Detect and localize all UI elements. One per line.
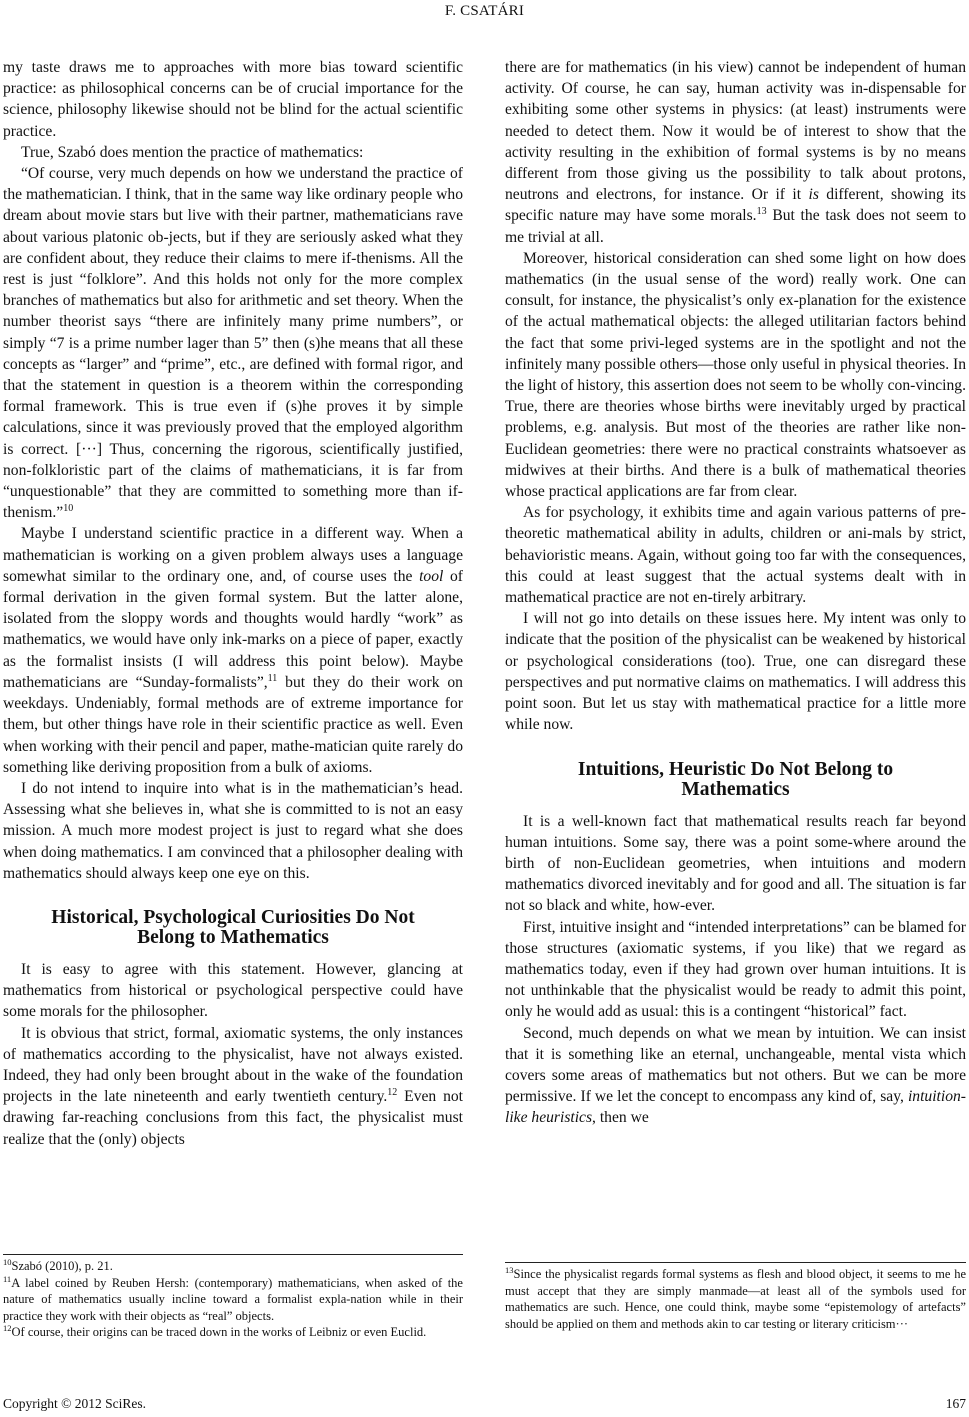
running-head: F. CSATÁRI [444,3,525,19]
paragraph-text: different, showing its specific nature may have some morals. [505,186,966,225]
paragraph-text: I will not go into details on these issues here. My intent was only to indicate that the position of the physicalist can be weakened by historical or psychological considerations (too). True, one can disregard these perspectives and put normative claims on mathematics. I will address this point soon. But let us stay with mathematical practice for a little more while now. [505,610,966,734]
footnote-ref[interactable]: 13 [756,206,767,218]
paragraph-text: It is a well-known fact that mathematical results reach far beyond human intuitions. Some say, there was a point some-where around the birth of non-Euclidean geometries, when intuitions and modern mathematics divorced inevitably and for good and all. The situation is far not so black and white, how-ever. [505,812,966,915]
paragraph [3,778,463,884]
left-column [3,57,463,1150]
section-heading [505,760,966,800]
footnote-text: Szabó (2010), p. 21. [11,1259,113,1273]
footnote-number: 10 [3,1257,12,1267]
footnote-text: Of course, their origins can be traced down in the works of Leibniz or even Euclid. [11,1325,427,1339]
paragraph [3,523,463,777]
heading-line: Mathematics [681,778,790,800]
footnote-number: 13 [505,1265,514,1275]
copyright-notice: Copyright © 2012 SciRes. [3,1396,147,1411]
paragraph-text: of formal derivation in the given formal system. But the latter alone, isolated from the sloppy words and thoughts would hardly “work” as mathematics, we would have only ink-marks on a piece of paper, exactly as the formalist insists (I will address this point below). Maybe mathematicians are “Sunday-formalists”, [3,567,463,691]
footnotes-left [3,1254,463,1341]
page-number: 167 [945,1396,966,1411]
footnote [3,1275,463,1325]
paragraph-text: Moreover, historical consideration can shed some light on how does mathematics (in the usual sense of the word) really work. One can consult, for instance, the physicalist’s only ex-planation for the existence of the actual mathematical objects: the alleged utilitarian factors behind the fact that some privi-leged systems are in the spotlight and not the infinitely many possible others—those only useful in physical theories. In the light of history, this assertion does not seem to be wholly con-vincing. True, there are theories whose births were inevitably urged by practical problems, e.g. analysis. But most of the theories are rather like non-Euclidean geometries: there were no practical constraints whatsoever as midwives at their births. And there is a bulk of mathematical theories whose practical applications are far from clear. [505,249,966,501]
heading-line: Belong to Mathematics [137,926,329,948]
emphasis-text: tool [419,567,444,585]
footnotes-right [505,1262,966,1332]
emphasis-text: is [808,186,819,204]
paragraph-text: It is obvious that strict, formal, axiomatic systems, the only instances of mathematics according to the physicalist, have not always existed. Indeed, they had only been brought about in the wake of the foundation projects in the late nineteenth and early twentieth century. [3,1024,463,1106]
footnote-text: Since the physicalist regards formal systems as flesh and blood object, it seems to me he must accept that they are simply manmade—at least all of the symbols used for mathematics are such. Hence, one could think, maybe some “epistemology of artefacts” should be applied on them and methods akin to car testing or literary criticism··· [505,1267,966,1331]
emphasis-text: intuition-like heuristics [505,1088,966,1127]
paragraph-text: , then we [592,1109,649,1127]
paragraph [505,811,966,917]
paragraph-text: my taste draws me to approaches with more bias toward scientific practice: as philosophical concerns can be of crucial importance for the science, philosophy likewise should not be blind for the actual scientific practice. [3,59,463,140]
footnote-ref[interactable]: 12 [387,1087,398,1099]
paragraph [3,57,463,142]
paragraph [505,1023,966,1129]
paragraph [505,608,966,735]
footnote-number: 12 [3,1323,12,1333]
footnote-divider [3,1254,463,1255]
paragraph-text: As for psychology, it exhibits time and again various patterns of pre-theoretic mathematical ability in adults, children or ani-mals by strict, behavioristic means. Again, without going too far with the consequences, this could at least suggest that the actual systems dealt with in mathematical practice are not en-tirely arbitrary. [505,504,966,607]
paragraph [505,248,966,502]
section-heading [3,908,463,948]
paragraph-text: I do not intend to inquire into what is in the mathematician’s head. Assessing what she believes in, what she is committed to is not an easy mission. A much more modest project is just to regard what she does when doing mathematics. I am convinced that a philosopher dealing with mathematics should always keep one eye on this. [3,779,463,882]
paragraph-text: True, Szabó does mention the practice of mathematics: [21,143,364,161]
paragraph [3,142,463,163]
paragraph-text: It is easy to agree with this statement. However, glancing at mathematics from historical or psychological perspective could have some morals for the philosopher. [3,960,463,1021]
footnote [3,1324,463,1341]
heading-line: Intuitions, Heuristic Do Not Belong to [577,758,894,780]
paragraph [505,502,966,608]
footnote-ref[interactable]: 10 [63,503,74,515]
paragraph-text: there are for mathematics (in his view) cannot be independent of human activity. Of course, he can say, human activity was in-dispensable for exhibiting some other systems in physics: (at least) instruments were needed to detect them. Now it would be of interest to show that the activity resulting in the exhibition of formal systems is by no means different from those giving us the possibility to talk about protons, neutrons and electrons, for instance. Or if it [505,59,966,204]
footnote-number: 11 [3,1273,12,1284]
heading-line: Historical, Psychological Curiosities Do Not [51,906,415,928]
paragraph-text: “Of course, very much depends on how we understand the practice of the mathematician. I think, that in the same way like ordinary people who dream about movie stars but live with their partner, mathematicians rave about various platonic ob-jects, but if they are seriously asked what they are confident about, they reduce their claims to mere if-thenisms. All the rest is just “folklore”. And this holds not only for the more complex branches of mathematics but also for arithmetic and set theory. When the number theorist says “there are infinitely many prime numbers”, or simply “7 is a prime number lager than 5” then (s)he means that all these concepts as “larger” and “prime”, etc., are defined with formal rigor, and that the statement in question is a theorem within the corresponding formal framework. This is true even if (s)he proves it by simple calculations, since it was previously proved that the employed algorithm is correct. [···] Thus, concerning the rigorous, scientifically justified, non-folkloristic part of the claims of mathematicians, it is far from “unquestionable” that they are committed to something more than if-thenism.” [3,165,463,522]
footnote-text: A label coined by Reuben Hersh: (contemporary) mathematicians, when asked of the nature of mathematics usually incline toward a formalist expla-nation while in their practice they work with their objects as “real” objects. [3,1275,463,1323]
footnote [505,1266,966,1332]
paragraph [3,959,463,1023]
footnote-divider [505,1262,966,1263]
paragraph [505,917,966,1023]
footnote [3,1258,463,1275]
paragraph-text: but they do their work on weekdays. Undeniably, formal methods are of extreme importance for them, but other things have role in their scientific practice as well. Even when working with their pencil and paper, mathe-matician quite rarely do something like deriving proposition from a bulk of axioms. [3,673,463,776]
paragraph [3,1023,463,1150]
paragraph-text: First, intuitive insight and “intended interpretations” can be blamed for those structures (axiomatic systems, if you like) that we regard as mathematics today, even if they had grown over human intuitions. It is not unthinkable that the physicalist would be ready to admit this point, only he would add as usual: this is a contingent “historical” fact. [505,918,966,1021]
paragraph-text: Second, much depends on what we mean by intuition. We can insist that it is something like an eternal, unchangeable, mental vista which covers some areas of mathematics but not others. But we can be more permissive. If we let the concept to encompass any kind of, say, [505,1024,966,1106]
paragraph-text: Even not drawing far-reaching conclusions from this fact, the physicalist must realize that the (only) objects [3,1088,463,1148]
footnote-ref[interactable]: 11 [267,672,278,684]
quote-paragraph [3,163,463,523]
right-column [505,57,966,1129]
paragraph-text: But the task does not seem to me trivial at all. [505,207,967,246]
paragraph [505,57,966,248]
paragraph-text: Maybe I understand scientific practice in a different way. When a mathematician is working on a given problem always uses a language somewhat similar to the ordinary one, and, of course uses the [3,525,463,585]
